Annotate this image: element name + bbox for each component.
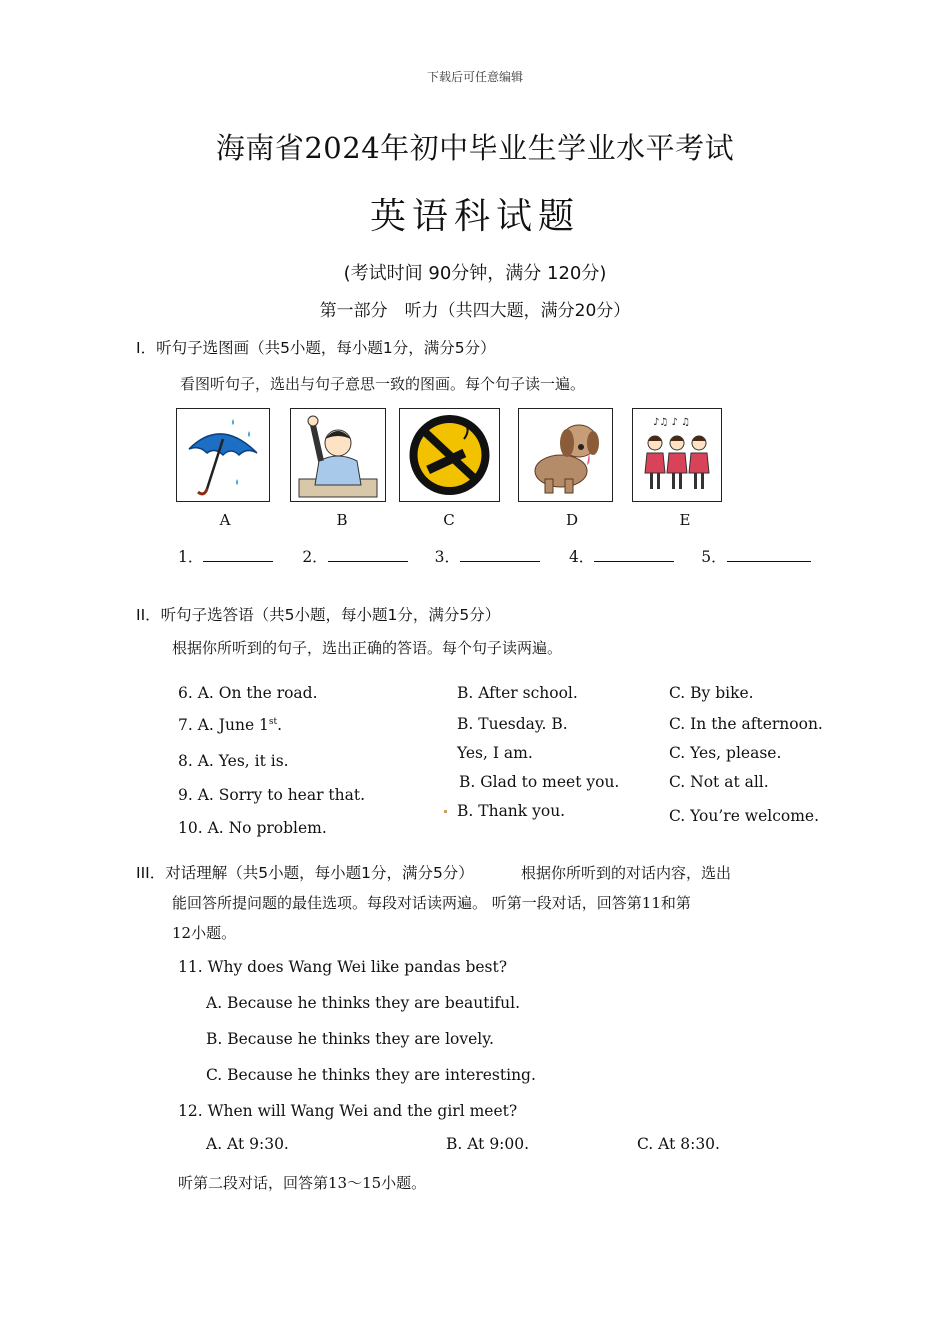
section3-instruction-line3: 12小题。 [172, 924, 237, 942]
answer-blank-3[interactable] [460, 547, 540, 562]
picture-label-c: C [443, 511, 455, 529]
dog-icon [519, 409, 612, 501]
student-icon [291, 409, 385, 501]
q6-option-b: B. After school. [457, 684, 578, 702]
q7-option-a [178, 716, 282, 734]
q10-option-c: C. You’re welcome. [669, 807, 820, 825]
section2-heading: II．听句子选答语（共5小题，每小题1分，满分5分） [136, 606, 501, 624]
no-smoking-icon [400, 409, 499, 501]
stray-dot [444, 810, 447, 813]
q8-option-a: 8. A. Yes, it is. [178, 752, 289, 770]
q11-option-b: B. Because he thinks they are lovely. [206, 1030, 494, 1048]
q7-option-a-sup: st [268, 716, 278, 727]
section3-next-instruction: 听第二段对话，回答第13～15小题。 [178, 1174, 427, 1192]
q9-option-c: C. Not at all. [669, 773, 769, 791]
answer-number-3: 3． [434, 548, 460, 566]
section2-instruction: 根据你所听到的句子，选出正确的答语。每个句子读两遍。 [172, 639, 563, 657]
section3-instruction-line2: 能回答所提问题的最佳选项。每段对话读两遍。 听第一段对话，回答第11和第 [172, 894, 691, 912]
picture-label-b: B [336, 511, 348, 529]
answer-number-5: 5． [701, 548, 727, 566]
q12-question: 12. When will Wang Wei and the girl meet? [178, 1102, 518, 1120]
q10-option-a: 10. A. No problem. [178, 819, 327, 837]
exam-subtitle: 英语科试题 [369, 196, 580, 237]
q7-option-a-text: 7. A. June 1 [178, 716, 269, 734]
picture-boy-raising-hand [290, 408, 386, 502]
umbrella-icon [177, 409, 269, 501]
answer-number-4: 4． [568, 548, 595, 566]
q8-option-b: Yes, I am. [457, 744, 533, 762]
answer-number-2: 2． [302, 548, 328, 566]
q10-option-b: B. Thank you. [457, 802, 566, 820]
exam-info: (考试时间 90分钟，满分 120分) [343, 263, 607, 284]
q7-option-a-end: . [277, 716, 283, 734]
answer-blank-5[interactable] [727, 547, 811, 562]
q6-option-a: 6. A. On the road. [178, 684, 318, 702]
q12-option-a: A. At 9:30. [206, 1135, 289, 1153]
q8-option-c: C. Yes, please. [669, 744, 782, 762]
answer-number-1: 1． [178, 548, 204, 566]
q7-option-c: C. In the afternoon. [669, 715, 823, 733]
q9-option-a: 9. A. Sorry to hear that. [178, 786, 366, 804]
answer-blank-1[interactable] [203, 547, 273, 562]
svg-text:♪♫ ♪ ♫: ♪♫ ♪ ♫ [653, 417, 691, 428]
q11-option-a: A. Because he thinks they are beautiful. [206, 994, 521, 1012]
picture-label-e: E [679, 511, 691, 529]
picture-umbrella [176, 408, 270, 502]
picture-girls-singing [632, 408, 722, 502]
q12-option-b: B. At 9:00. [446, 1135, 530, 1153]
q7-option-b: B. Tuesday. B. [457, 715, 568, 733]
section1-heading: I．听句子选图画（共5小题，每小题1分，满分5分） [136, 339, 496, 357]
part-one-heading: 第一部分 听力（共四大题，满分20分） [319, 301, 631, 321]
q6-option-c: C. By bike. [669, 684, 754, 702]
section3-heading: III．对话理解（共5小题，每小题1分，满分5分） [136, 864, 474, 882]
picture-dog [518, 408, 613, 502]
answer-row [178, 545, 811, 567]
q9-option-b: B. Glad to meet you. [459, 773, 620, 791]
picture-no-smoking [399, 408, 500, 502]
picture-label-a: A [219, 511, 231, 529]
download-note: 下载后可任意编辑 [426, 70, 523, 84]
answer-blank-2[interactable] [328, 547, 408, 562]
section1-instruction: 看图听句子，选出与句子意思一致的图画。每个句子读一遍。 [180, 375, 586, 393]
q11-option-c: C. Because he thinks they are interesting. [206, 1066, 536, 1084]
q12-option-c: C. At 8:30. [637, 1135, 720, 1153]
q11-question: 11. Why does Wang Wei like pandas best? [178, 958, 508, 976]
section3-instruction-line1: 根据你所听到的对话内容，选出 [521, 864, 732, 882]
picture-label-d: D [565, 511, 579, 529]
singing-girls-icon [633, 409, 721, 501]
answer-blank-4[interactable] [594, 547, 674, 562]
exam-title: 海南省2024年初中毕业生学业水平考试 [215, 131, 735, 165]
